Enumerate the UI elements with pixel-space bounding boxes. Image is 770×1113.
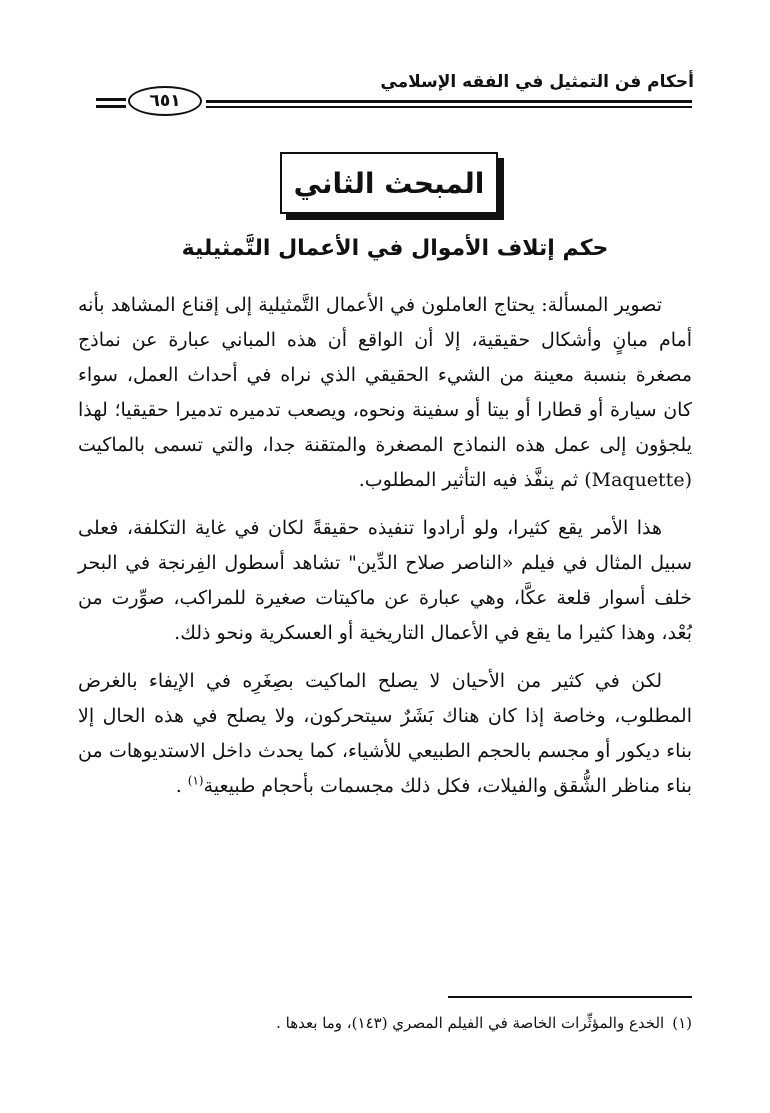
- footnote-text: الخدع والمؤثِّرات الخاصة في الفيلم المصري (١٤٣)، وما بعدها .: [276, 1014, 665, 1032]
- section-subtitle: حكم إتلاف الأموال في الأعمال التَّمثيلية: [181, 236, 609, 261]
- page-number-badge: [128, 86, 202, 116]
- paragraph-text: لكن في كثير من الأحيان لا يصلح الماكيت بصِغَرِه في الإيفاء بالغرض المطلوب، وخاصة إذا كان هناك بَشَرٌ سيتحركون، ولا يصلح في هذه الحال إلا بناء ديكور أو مجسم بالحجم الطبيعي للأشياء، كما يحدث داخل الاستديوهات من بناء مناظر الشُّقق والفيلات، فكل ذلك مجسمات بأحجام طبيعية: [78, 670, 692, 797]
- paragraph: [78, 664, 692, 804]
- body-text: [78, 288, 692, 804]
- paragraph: هذا الأمر يقع كثيرا، ولو أرادوا تنفيذه حقيقةً لكان في غاية التكلفة، فعلى سبيل المثال في فيلم «الناصر صلاح الدِّين" تشاهد أسطول الفِرنجة في البحر خلف أسوار قلعة عكَّا، وهي عبارة عن ماكيتات صغيرة للمراكب، صوِّرت من بُعْد، وهذا كثيرا ما يقع في الأعمال التاريخية أو العسكرية ونحو ذلك.: [78, 517, 692, 644]
- header-rule-thick: [206, 100, 692, 103]
- footnote-reference[interactable]: (١): [187, 773, 204, 788]
- footnote: [78, 1014, 692, 1032]
- footnote-mark: (١): [672, 1014, 692, 1032]
- badge-dash-bottom: [96, 105, 126, 108]
- badge-dash-top: [96, 98, 126, 101]
- paragraph: تصوير المسألة: يحتاج العاملون في الأعمال التَّمثيلية إلى إقناع المشاهد بأنه أمام مبانٍ وأشكال حقيقية، إلا أن الواقع أن هذه المباني عبارة عن نماذج مصغرة بنسبة معينة من الشيء الحقيقي الذي نراه في أحداث العمل، سواء كان سيارة أو قطارا أو بيتا أو سفينة ونحوه، ويصعب تدميره تدميرا حقيقيا؛ لهذا يلجؤون إلى عمل هذه النماذج المصغرة والمتقنة جدا، والتي تسمى بالماكيت (Maquette) ثم ينفَّذ فيه التأثير المطلوب.: [78, 294, 692, 491]
- footnote-separator: [448, 996, 692, 998]
- section-title-box: [280, 152, 498, 214]
- paragraph-end: .: [175, 775, 188, 797]
- running-title: أحكام فن التمثيل في الفقه الإسلامي: [380, 72, 694, 92]
- section-title: المبحث الثاني: [293, 166, 485, 200]
- header-rule-thin: [206, 106, 692, 108]
- page-number: ٦٥١: [149, 91, 181, 111]
